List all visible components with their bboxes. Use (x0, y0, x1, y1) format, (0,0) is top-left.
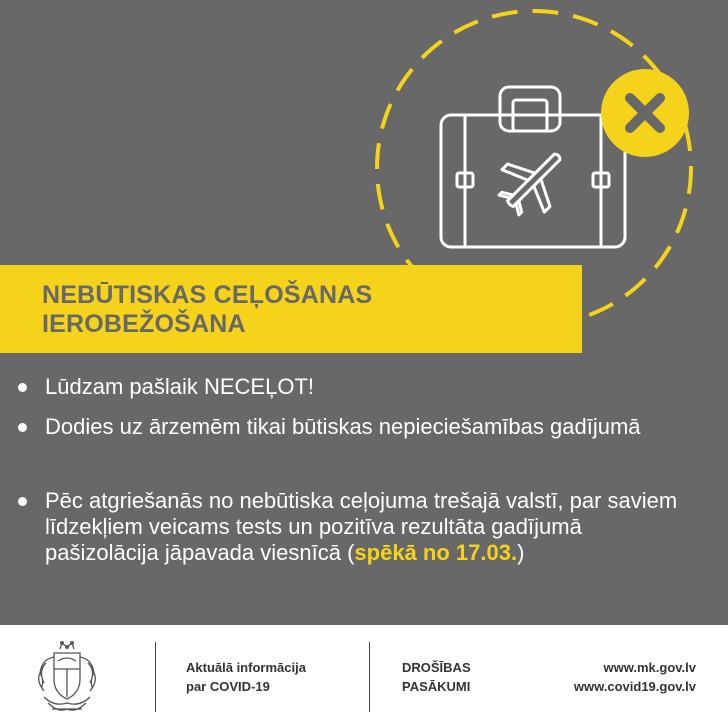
page-title (42, 281, 372, 339)
footer (0, 625, 728, 728)
footer-divider (155, 642, 156, 712)
covid-info (186, 658, 306, 696)
link-mk[interactable]: www.mk.gov.lv (603, 660, 696, 675)
covid-info-line-2: par COVID-19 (186, 679, 270, 694)
list-item (45, 488, 685, 566)
suitcase-airplane-icon (441, 87, 625, 247)
link-covid19[interactable]: www.covid19.gov.lv (573, 679, 696, 694)
covid-info-line-1: Aktuālā informācija (186, 660, 306, 675)
list-item (45, 414, 685, 440)
title-line-1: NEBŪTISKAS CEĻOŠANAS (42, 281, 373, 309)
coat-of-arms-icon (32, 639, 102, 717)
safety-measures (402, 658, 471, 696)
safety-measures-line-2: PASĀKUMI (402, 679, 471, 694)
list-item (45, 374, 685, 400)
bullet-text: Dodies uz ārzemēm tikai būtiskas nepieciešamības gadījumā (45, 414, 641, 439)
footer-divider (369, 642, 370, 712)
title-line-2: IEROBEŽOŠANA (42, 310, 246, 338)
effective-date-highlight: spēkā no 17.03. (354, 540, 518, 565)
close-icon (601, 69, 689, 157)
safety-measures-line-1: DROŠĪBAS (402, 660, 471, 675)
website-links (574, 658, 696, 696)
bullet-suffix: ) (517, 540, 525, 565)
bullet-text: Pēc atgriešanās no nebūtiska ceļojuma trešajā valstī, par saviem līdzekļiem veicams tests un pozitīva rezultāta gadījumā pašizolācija jāpavada viesnīcā ( (45, 488, 678, 565)
bullet-text: Lūdzam pašlaik NECEĻOT! (45, 374, 314, 399)
